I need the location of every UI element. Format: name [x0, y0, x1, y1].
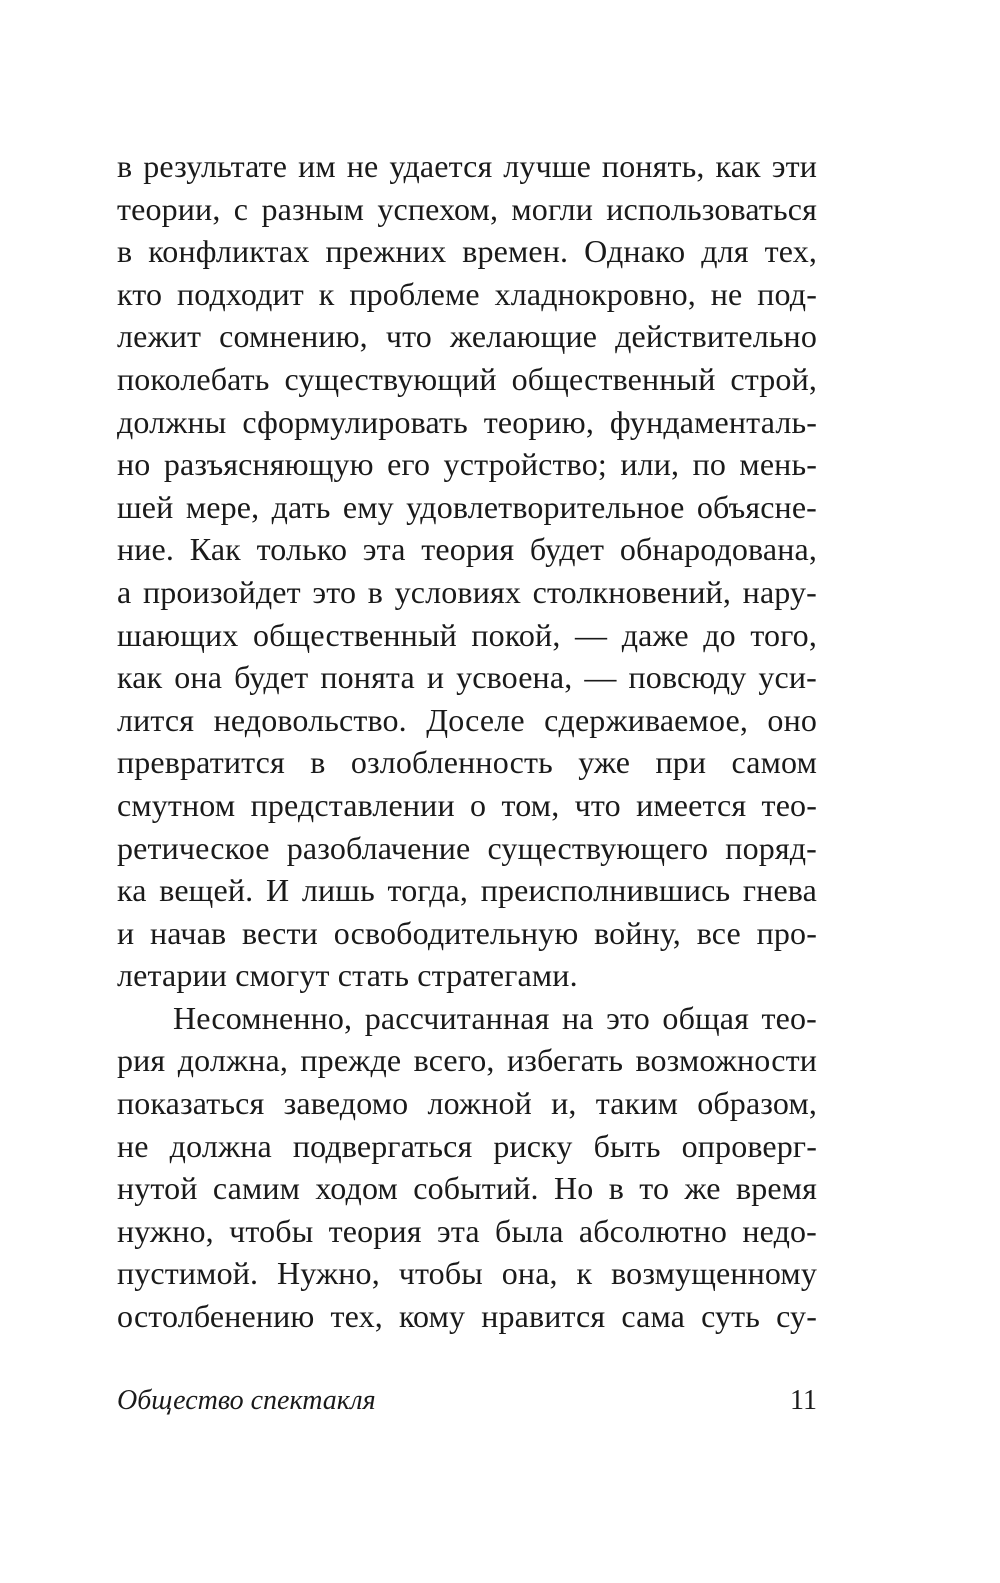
text-line: показаться заведомо ложной и, таким образом,	[117, 1085, 817, 1122]
text-line: и начав вести освободительную войну, все про-	[117, 914, 817, 951]
text-line: в результате им не удается лучше понять, как эти	[117, 148, 817, 184]
text-line: ние. Как только эта теория будет обнародована,	[117, 531, 817, 568]
text-line: шей мере, дать ему удовлетворительное объясне-	[117, 488, 817, 525]
body-text	[117, 145, 817, 1338]
text-line: нутой самим ходом событий. Но в то же время	[117, 1170, 817, 1207]
text-line: ретическое разоблачение существующего поряд-	[117, 829, 817, 866]
text-line: должны сформулировать теорию, фундаменталь-	[117, 403, 817, 440]
running-title: Общество спектакля	[117, 1385, 376, 1416]
text-line: в конфликтах прежних времен. Однако для тех,	[117, 233, 817, 270]
text-line: шающих общественный покой, — даже до того,	[117, 616, 817, 653]
text-line: смутном представлении о том, что имеется тео-	[117, 786, 817, 823]
text-line: нужно, чтобы теория эта была абсолютно недо-	[117, 1212, 817, 1249]
text-line: как она будет понята и усвоена, — повсюду уси-	[117, 659, 817, 696]
text-line: летарии смогут стать стратегами.	[117, 957, 578, 994]
text-line: пустимой. Нужно, чтобы она, к возмущенному	[117, 1255, 817, 1292]
text-line: но разъясняющую его устройство; или, по мень-	[117, 446, 817, 483]
text-line: теории, с разным успехом, могли использоваться	[117, 190, 817, 227]
page-footer	[117, 1381, 817, 1421]
paragraph-1	[117, 145, 817, 997]
text-line: превратится в озлобленность уже при самом	[117, 744, 817, 781]
text-line: рия должна, прежде всего, избегать возможности	[117, 1042, 817, 1079]
page-number: 11	[790, 1385, 817, 1416]
text-line: Несомненно, рассчитанная на это общая тео-	[173, 999, 817, 1036]
text-line: поколебать существующий общественный строй,	[117, 360, 817, 397]
text-line: не должна подвергаться риску быть опроверг-	[117, 1127, 817, 1164]
text-line: кто подходит к проблеме хладнокровно, не под-	[117, 275, 817, 312]
text-line: лится недовольство. Доселе сдерживаемое, оно	[117, 701, 817, 738]
paragraph-2	[117, 997, 817, 1338]
text-line: ка вещей. И лишь тогда, преисполнившись гнева	[117, 872, 817, 909]
text-line: остолбенению тех, кому нравится сама суть су-	[117, 1298, 817, 1335]
text-line: а произойдет это в условиях столкновений, нару-	[117, 573, 817, 610]
text-line: лежит сомнению, что желающие действительно	[117, 318, 817, 355]
